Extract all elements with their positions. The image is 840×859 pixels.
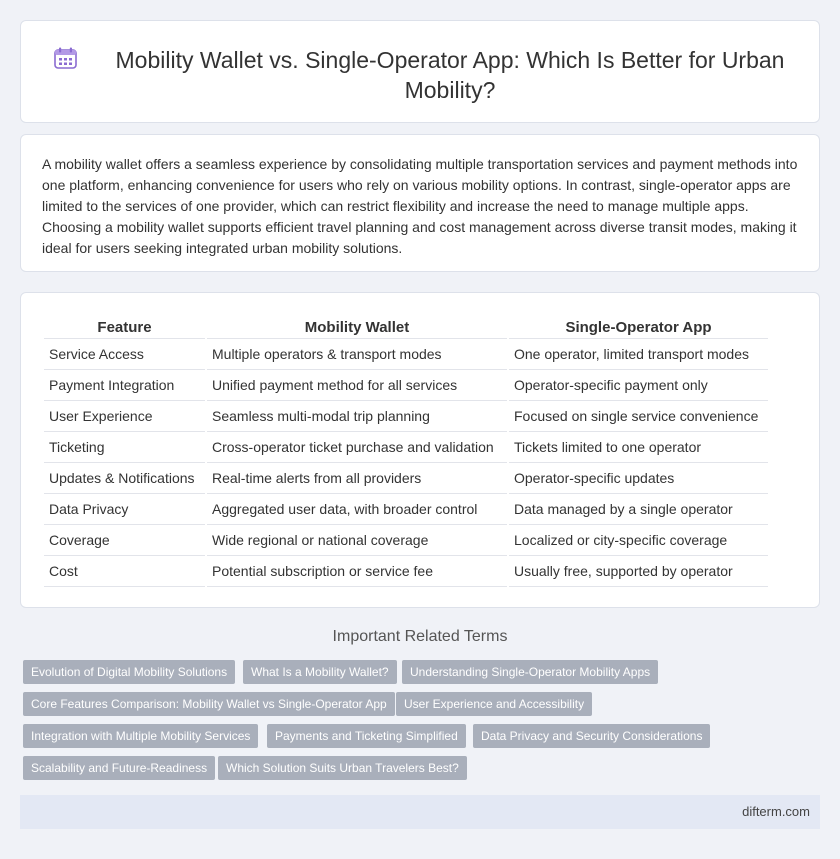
wallet-cell: Real-time alerts from all providers [207, 463, 507, 494]
intro-card [20, 134, 820, 272]
feature-cell: Service Access [44, 339, 205, 370]
calendar-grid-icon [54, 47, 77, 69]
wallet-cell: Unified payment method for all services [207, 370, 507, 401]
table-row [44, 525, 768, 556]
table-row [44, 494, 768, 525]
wallet-cell: Aggregated user data, with broader control [207, 494, 507, 525]
table-row [44, 432, 768, 463]
single-app-cell: One operator, limited transport modes [509, 339, 768, 370]
wallet-cell: Cross-operator ticket purchase and validation [207, 432, 507, 463]
single-app-cell: Operator-specific updates [509, 463, 768, 494]
single-app-cell: Operator-specific payment only [509, 370, 768, 401]
feature-cell: User Experience [44, 401, 205, 432]
table-header-row [44, 313, 768, 339]
header-mobility-wallet: Mobility Wallet [207, 313, 507, 339]
related-tag[interactable]: Data Privacy and Security Considerations [473, 724, 710, 748]
feature-cell: Data Privacy [44, 494, 205, 525]
footer [20, 795, 820, 829]
feature-cell: Coverage [44, 525, 205, 556]
feature-cell: Updates & Notifications [44, 463, 205, 494]
wallet-cell: Seamless multi-modal trip planning [207, 401, 507, 432]
table-row [44, 401, 768, 432]
wallet-cell: Potential subscription or service fee [207, 556, 507, 587]
single-app-cell: Data managed by a single operator [509, 494, 768, 525]
related-tag[interactable]: Payments and Ticketing Simplified [267, 724, 466, 748]
related-terms-heading: Important Related Terms [332, 628, 508, 645]
wallet-cell: Wide regional or national coverage [207, 525, 507, 556]
feature-cell: Payment Integration [44, 370, 205, 401]
related-tag[interactable]: User Experience and Accessibility [396, 692, 592, 716]
single-app-cell: Localized or city-specific coverage [509, 525, 768, 556]
related-tag[interactable]: Core Features Comparison: Mobility Wallet vs Single-Operator App [23, 692, 395, 716]
table-row [44, 339, 768, 370]
related-tag[interactable]: Understanding Single-Operator Mobility Apps [402, 660, 658, 684]
page-title: Mobility Wallet vs. Single-Operator App: Which Is Better for Urban Mobility? [115, 47, 785, 103]
feature-cell: Cost [44, 556, 205, 587]
header-feature: Feature [44, 313, 205, 339]
related-tag[interactable]: What Is a Mobility Wallet? [243, 660, 397, 684]
table-row [44, 370, 768, 401]
footer-site[interactable]: difterm.com [742, 804, 810, 819]
table-row [44, 463, 768, 494]
intro-paragraph: A mobility wallet offers a seamless experience by consolidating multiple transportation services and payment methods into one platform, enhancing convenience for users who rely on various mobility options. In contrast, single-operator apps are limited to the services of one provider, which can restrict flexibility and increase the need to manage multiple apps. Choosing a mobility wallet supports efficient travel planning and cost management across diverse transit modes, making it ideal for users seeking integrated urban mobility solutions. [42, 156, 798, 256]
single-app-cell: Tickets limited to one operator [509, 432, 768, 463]
table-row [44, 556, 768, 587]
header-card [20, 20, 820, 123]
single-app-cell: Focused on single service convenience [509, 401, 768, 432]
header-single-operator-app: Single-Operator App [509, 313, 768, 339]
comparison-table-card [20, 292, 820, 608]
related-tag[interactable]: Integration with Multiple Mobility Services [23, 724, 258, 748]
related-tag[interactable]: Evolution of Digital Mobility Solutions [23, 660, 235, 684]
single-app-cell: Usually free, supported by operator [509, 556, 768, 587]
related-tag[interactable]: Which Solution Suits Urban Travelers Best? [218, 756, 467, 780]
related-tag[interactable]: Scalability and Future-Readiness [23, 756, 215, 780]
wallet-cell: Multiple operators & transport modes [207, 339, 507, 370]
feature-cell: Ticketing [44, 432, 205, 463]
comparison-table [42, 313, 770, 587]
